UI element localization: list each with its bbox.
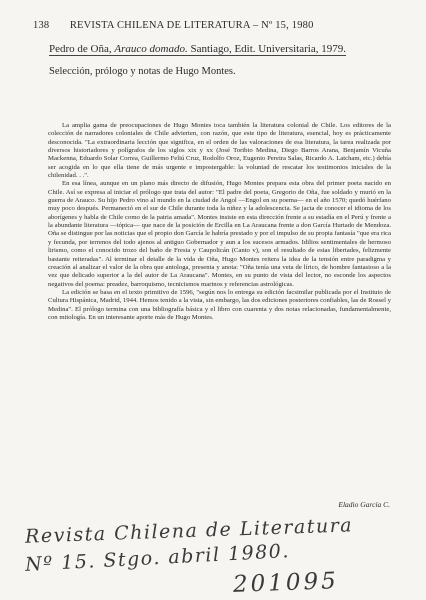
citation-underlined: [49, 43, 346, 56]
citation-title: Arauco domado.: [114, 43, 188, 55]
handwritten-note-line-1: Revista Chilena de Literatura: [24, 514, 354, 548]
book-citation: [49, 42, 409, 57]
paragraph-2: En esa línea, aunque en un plano más directo de difusión, Hugo Montes prepara esta obra del primer poeta nacido en Chile. Así se expresa al iniciar el prólogo que trata del autor: "El padre del poeta, Gregorio de Oña, fue soldado y murió en la guerra de Arauco. Su hijo Pedro vino al mundo en la ciudad de Angol —Engol en su poema— en el año 1570; quedó huérfano muy poco después. Permaneció en el sur de Chile durante toda la niñez y la adolescencia. Se jacta de conocer el idioma de los aborígenes y habla de Chile como de la patria amada". Montes insiste en esta dirección frente a su estadía en el Perú y frente a la abundante literatura —tópica— que nace de la posición de Ercilla en La Araucana frente a don García Hurtado de Mendoza. Oña se distingue por las noticias que el propio don García le habría prestado y por el impulso de su propia fantasía "que era rica y fecunda, por terrenos del todo ajenos al antiguo Gobernador y aun a los sucesos armados. Idilios sentimentales de hermoso lirismo, como el conocido trozo del baño de Fresia y Caupolicán (Canto v), son el resultado de estas libertades, felizmente bastante reiteradas". Al terminar el detalle de la vida de Oña, Hugo Montes reitera la idea de la tensión entre paradigma y creación al analizar el valor de la obra que antologa, presenta y anota: "Oña tenía una veta de lírico, de hombre fantasioso a la vez que delicado superior a la del autor de La Araucana". Montes, en su punto de vista del lector, no esconde los aspectos negativos del poema: preadez, barroquismo, tecnicismos marinos y referencias astrológicas.: [48, 180, 391, 288]
edition-credits: Selección, prólogo y notas de Hugo Montes.: [49, 66, 236, 77]
reviewer-signature: Eladio García C.: [338, 500, 390, 509]
paragraph-3: La edición se basa en el texto primitivo de 1596, "según nos lo entrega su edición facsimilar publicada por el Instituto de Cultura Hispánica, Madrid, 1944. Hemos tenido a la vista, sin embargo, las dos ediciones posteriores confiables, las de Rossel y Medina". El prólogo termina con una bibliografía básica y el libro con cuarenta y dos notas relacionadas, fundamentalmente, con mitología. En un interesante aporte más de Hugo Montes.: [48, 288, 391, 321]
handwritten-catalog-number: 201095: [232, 568, 340, 598]
review-body: [48, 122, 391, 322]
page-number: 138: [33, 20, 50, 31]
handwritten-note-line-2: Nº 15. Stgo. abril 1980.: [24, 540, 291, 576]
journal-title: REVISTA CHILENA DE LITERATURA – Nº 15, 1980: [69, 20, 314, 31]
citation-author: Pedro de Oña,: [49, 43, 112, 55]
citation-publisher: Santiago, Edit. Universitaria, 1979.: [190, 43, 346, 55]
running-header: [33, 20, 403, 31]
paragraph-1: La amplia gama de preocupaciones de Hugo Montes toca también la literatura colonial de Chile. Los editores de la colección de narradores coloniales de Chile advierten, con razón, que este tipo de literatura, esencial, hoy es prácticamente desconocida. "La extraordinaria lección que significa, en el orden de las valoraciones de esa literatura, la tarea realizada por diversos historiadores y polígrafos de los siglos xix y xx (José Toribio Medina, Diego Barros Arana, Benjamín Vicuña Mackenna, Eduardo Solar Correa, Guillermo Feliú Cruz, Rodolfo Oroz, Eugenio Pereira Salas, Ricardo A. Latcham, etc.) debía ser acogida en lo que ella tiene de más urgente e impostergable: la voluntad de rescatar los testimonios iniciales de la chilenidad. . .".: [48, 122, 391, 180]
